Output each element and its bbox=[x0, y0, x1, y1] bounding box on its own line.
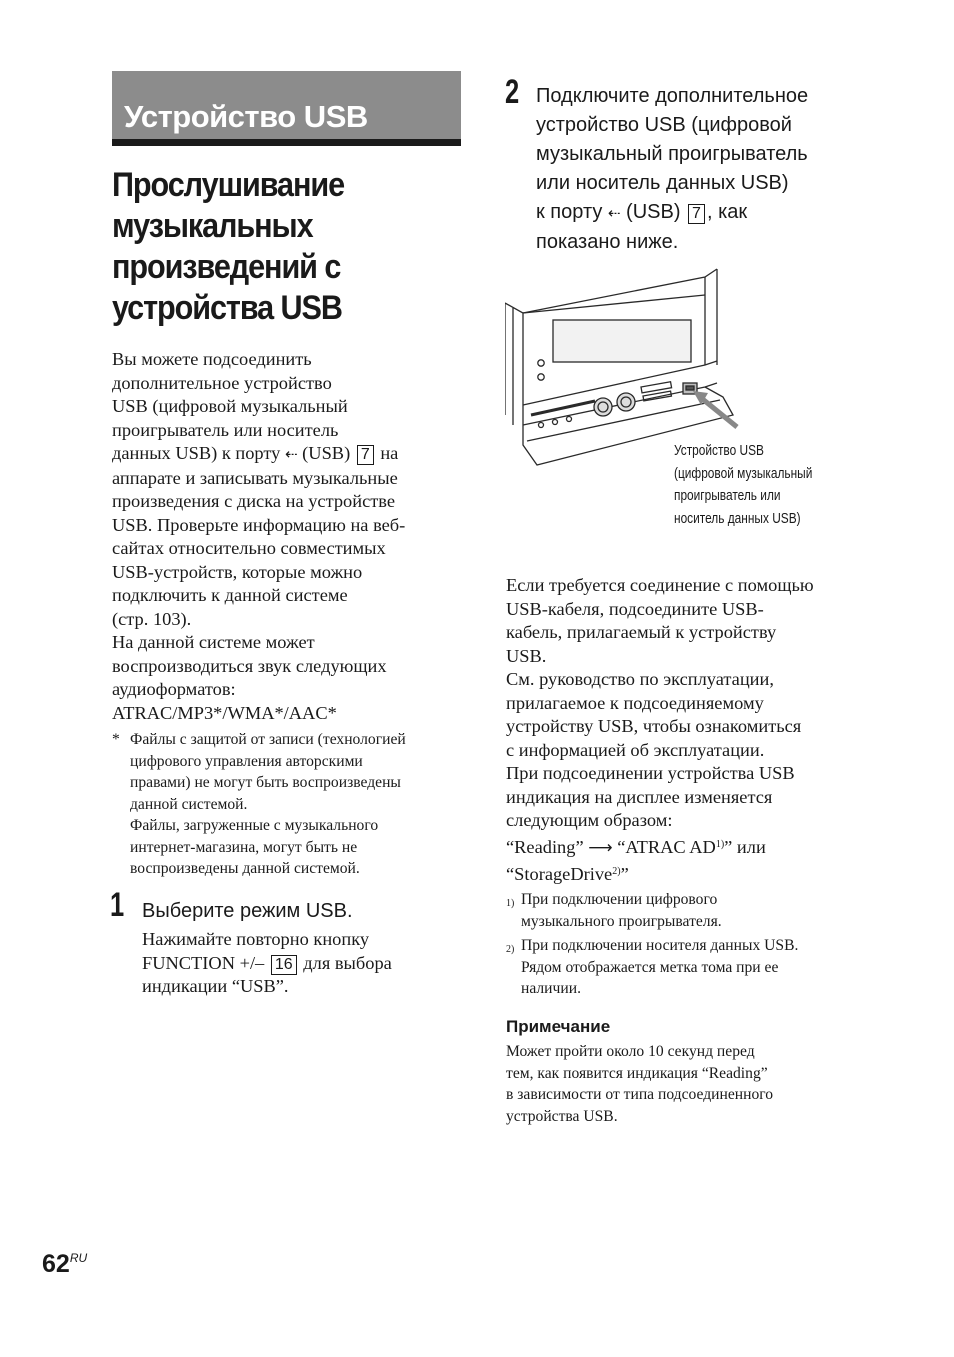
text-line: устройство USB (цифровой bbox=[536, 114, 792, 136]
text-fragment: “ATRAC AD bbox=[617, 836, 716, 857]
text-line: Если требуется соединение с помощью bbox=[506, 575, 814, 595]
text-line: аудиоформатов: bbox=[112, 679, 236, 699]
text-fragment: ” или bbox=[724, 836, 766, 857]
text-fragment: FUNCTION +/– bbox=[142, 952, 265, 973]
footnote-ref: 1) bbox=[715, 838, 725, 850]
text-fragment: данных USB) к порту bbox=[112, 443, 281, 463]
text-line: воспроизведены данной системой. bbox=[130, 860, 360, 877]
section-banner bbox=[112, 71, 461, 146]
asterisk-mark: * bbox=[112, 731, 120, 748]
text-fragment: к порту bbox=[536, 201, 603, 223]
text-line: правами) не могут быть воспроизведены bbox=[130, 774, 401, 791]
text-line: Может пройти около 10 секунд перед bbox=[506, 1043, 755, 1060]
text-line: в зависимости от типа подсоединенного bbox=[506, 1086, 774, 1103]
text-line: произведения с диска на устройстве bbox=[112, 491, 396, 511]
title-line: Прослушивание bbox=[112, 166, 345, 204]
intro-paragraph bbox=[112, 348, 405, 725]
note-heading: Примечание bbox=[506, 1017, 611, 1036]
text-line: музыкального проигрывателя. bbox=[521, 912, 722, 930]
text-line: Файлы с защитой от записи (технологией bbox=[130, 731, 406, 748]
step-1-number: 1 bbox=[110, 886, 125, 924]
text-line: сайтах относительно совместимых bbox=[112, 538, 386, 558]
step-1-heading bbox=[142, 897, 353, 926]
text-line: музыкальный проигрыватель bbox=[536, 143, 808, 165]
text-line: ATRAC/MP3*/WMA*/AAC* bbox=[112, 702, 337, 723]
section-banner-text: Устройство USB bbox=[124, 99, 368, 134]
page-title bbox=[112, 165, 436, 329]
ref-number-box: 7 bbox=[357, 445, 374, 465]
text-line: тем, как появится индикация “Reading” bbox=[506, 1064, 768, 1082]
figure-caption bbox=[674, 440, 812, 530]
text-line: носитель данных USB) bbox=[674, 510, 801, 527]
footnotes bbox=[506, 889, 798, 1000]
text-line: устройства USB. bbox=[506, 1107, 618, 1125]
text-fragment: ” bbox=[620, 864, 629, 884]
text-line: При подключении цифрового bbox=[521, 891, 718, 908]
footnote-mark: 2) bbox=[506, 944, 515, 955]
text-line: Нажимайте повторно кнопку bbox=[142, 929, 370, 949]
text-line: проигрыватель или bbox=[674, 488, 781, 504]
step-2-number: 2 bbox=[505, 73, 520, 111]
text-line: или носитель данных USB) bbox=[536, 172, 789, 194]
footnote-mark: 1) bbox=[506, 898, 515, 909]
right-body bbox=[506, 574, 814, 887]
text-line bbox=[112, 442, 405, 467]
text-line: USB. Проверьте информацию на веб- bbox=[112, 514, 406, 535]
text-line: USB-кабеля, подсоедините USB- bbox=[506, 598, 764, 619]
title-line: устройства USB bbox=[112, 289, 342, 327]
text-fragment: на bbox=[380, 443, 399, 463]
text-line: Вы можете подсоединить bbox=[112, 349, 312, 369]
step-1-body bbox=[142, 928, 392, 999]
text-line: воспроизводиться звук следующих bbox=[112, 655, 387, 676]
text-line: (цифровой музыкальный bbox=[674, 465, 813, 482]
text-line: данной системой. bbox=[130, 795, 248, 813]
text-line: показано ниже. bbox=[536, 231, 679, 253]
text-line: подключить к данной системе bbox=[112, 585, 348, 605]
text-fragment: , как bbox=[706, 201, 748, 223]
text-fragment: “StorageDrive bbox=[506, 864, 613, 884]
text-line: USB. bbox=[506, 645, 547, 666]
usb-port-icon: ⇠ bbox=[607, 204, 621, 222]
usb-port-icon: ⇠ bbox=[284, 445, 298, 463]
text-line: дополнительное устройство bbox=[112, 372, 332, 393]
text-line: Рядом отображается метка тома при ее bbox=[521, 958, 779, 976]
note-body bbox=[506, 1041, 773, 1127]
text-line bbox=[506, 833, 814, 861]
text-line bbox=[506, 860, 814, 887]
text-line: При подсоединении устройства USB bbox=[506, 763, 795, 783]
footnote-ref: 2) bbox=[612, 866, 621, 877]
ref-number-box: 16 bbox=[271, 955, 297, 975]
asterisk-note bbox=[112, 729, 406, 880]
text-line: (стр. 103). bbox=[112, 608, 192, 629]
text-line bbox=[142, 952, 392, 976]
text-line bbox=[536, 198, 808, 228]
text-line: с информацией об эксплуатации. bbox=[506, 739, 765, 760]
text-line: наличии. bbox=[521, 980, 581, 997]
text-fragment: для выбора bbox=[303, 952, 392, 973]
ref-number-box: 7 bbox=[688, 204, 705, 224]
text-line: цифрового управления авторскими bbox=[130, 752, 363, 770]
text-fragment: “Reading” bbox=[506, 836, 584, 857]
text-line: следующим образом: bbox=[506, 810, 673, 830]
page-number bbox=[42, 1250, 87, 1279]
text-line: Выберите режим USB. bbox=[142, 900, 353, 922]
arrow-right-icon: ⟶ bbox=[588, 837, 613, 858]
title-line: произведений с bbox=[112, 248, 341, 286]
text-line: проигрыватель или носитель bbox=[112, 419, 339, 440]
text-line: USB-устройств, которые можно bbox=[112, 561, 363, 582]
title-line: музыкальных bbox=[112, 207, 313, 245]
text-line: индикации “USB”. bbox=[142, 976, 289, 996]
text-line: При подключении носителя данных USB. bbox=[521, 937, 799, 954]
page-lang: RU bbox=[69, 1251, 88, 1265]
text-fragment: (USB) bbox=[302, 443, 351, 463]
text-line: устройству USB, чтобы ознакомиться bbox=[506, 716, 802, 736]
text-line: USB (цифровой музыкальный bbox=[112, 396, 348, 416]
text-line: Подключите дополнительное bbox=[536, 85, 809, 107]
text-line: См. руководство по эксплуатации, bbox=[506, 669, 774, 689]
step-2-text bbox=[536, 82, 808, 257]
text-fragment: (USB) bbox=[626, 201, 681, 223]
text-line: Файлы, загруженные с музыкального bbox=[130, 817, 379, 834]
text-line: кабель, прилагаемый к устройству bbox=[506, 622, 777, 642]
text-line: индикация на дисплее изменяется bbox=[506, 786, 773, 807]
text-line: аппарате и записывать музыкальные bbox=[112, 467, 398, 488]
text-line: прилагаемое к подсоединяемому bbox=[506, 692, 764, 713]
text-line: На данной системе может bbox=[112, 632, 315, 652]
text-line: интернет-магазина, могут быть не bbox=[130, 838, 358, 856]
text-line: Устройство USB bbox=[674, 443, 764, 459]
page-number-value: 62 bbox=[42, 1250, 70, 1278]
